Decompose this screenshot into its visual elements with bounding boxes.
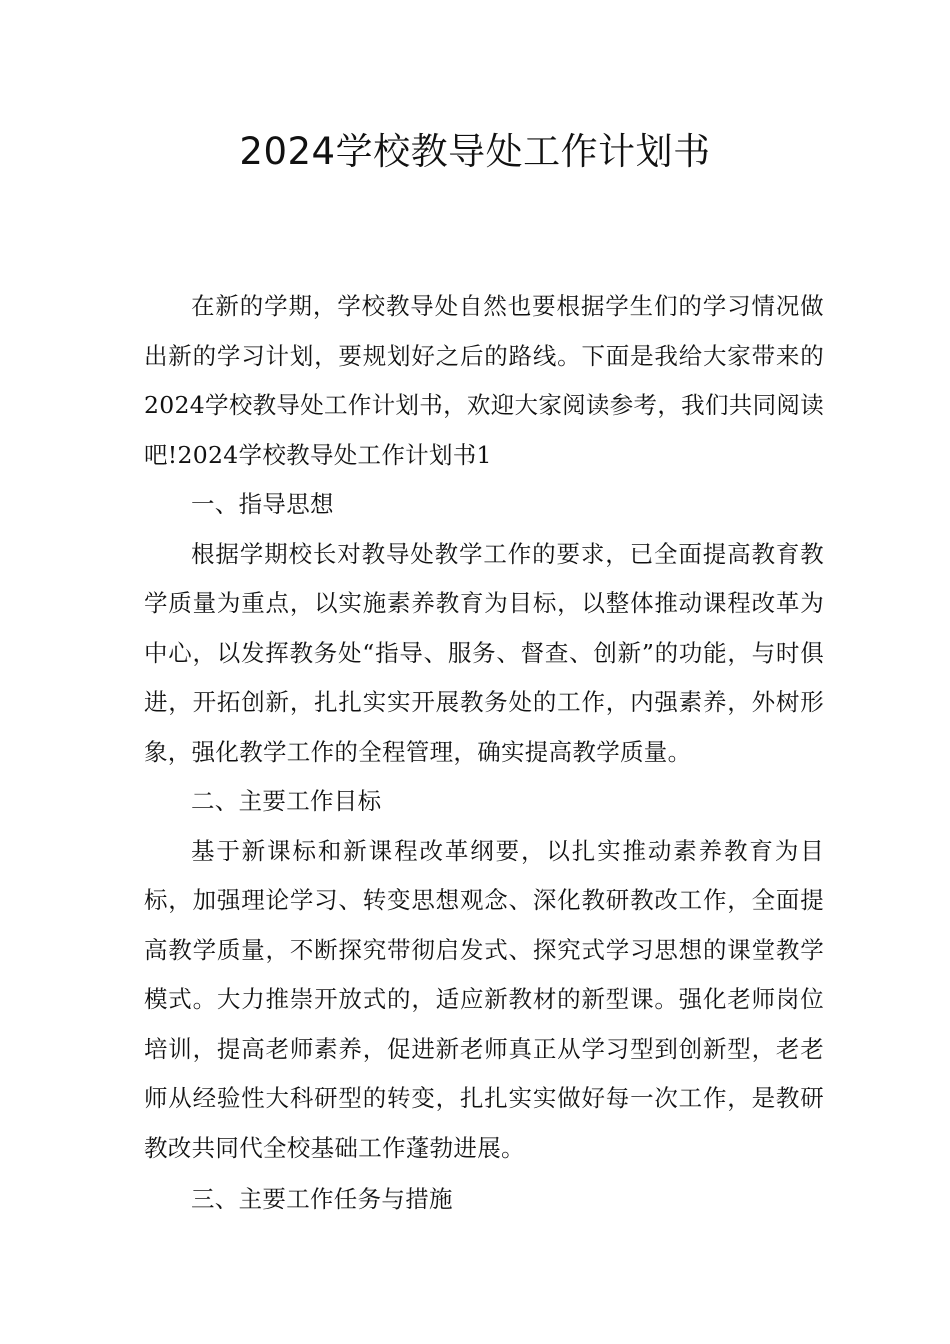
document-body	[144, 282, 824, 1225]
main-goals-paragraph: 基于新课标和新课程改革纲要，以扎实推动素养教育为目标，加强理论学习、转变思想观念、深化教研教改工作，全面提高教学质量，不断探究带彻启发式、探究式学习思想的课堂教学模式。大力推崇开放式的，适应新教材的新型课。强化老师岗位培训，提高老师素养，促进新老师真正从学习型到创新型，老老师从经验性大科研型的转变，扎扎实实做好每一次工作，是教研教改共同代全校基础工作蓬勃进展。	[144, 836, 824, 1162]
intro-paragraph: 在新的学期，学校教导处自然也要根据学生们的学习情况做出新的学习计划，要规划好之后的路线。下面是我给大家带来的2024学校教导处工作计划书，欢迎大家阅读参考，我们共同阅读吧!2024学校教导处工作计划书1	[144, 292, 824, 469]
section-heading-guiding-ideology: 一、指导思想	[191, 490, 334, 518]
document-title: 2024学校教导处工作计划书	[239, 130, 711, 173]
section-heading-main-goals: 二、主要工作目标	[191, 787, 382, 815]
section-heading-tasks-measures: 三、主要工作任务与措施	[191, 1185, 453, 1213]
guiding-ideology-paragraph: 根据学期校长对教导处教学工作的要求，已全面提高教育教学质量为重点，以实施素养教育为目标，以整体推动课程改革为中心，以发挥教务处“指导、服务、督查、创新”的功能，与时俱进，开拓创新，扎扎实实开展教务处的工作，内强素养，外树形象，强化教学工作的全程管理，确实提高教学质量。	[144, 539, 824, 766]
